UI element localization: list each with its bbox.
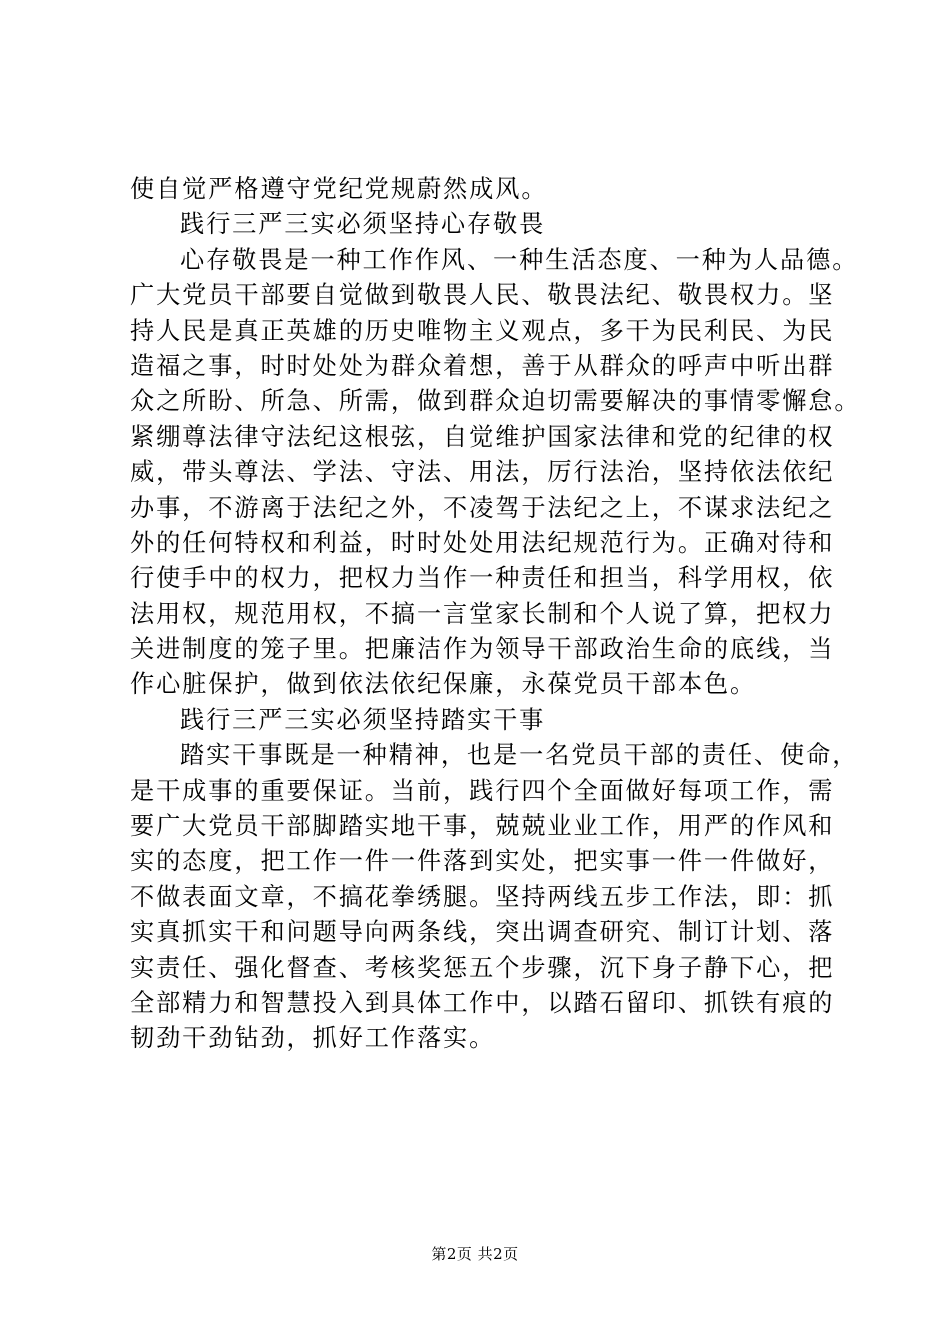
paragraph-line: 关进制度的笼子里。把廉洁作为领导干部政治生命的底线，当 — [130, 635, 835, 664]
paragraph-line-indented: 心存敬畏是一种工作作风、一种生活态度、一种为人品德。 — [180, 245, 859, 274]
paragraph-line: 众之所盼、所急、所需，做到群众迫切需要解决的事情零懈怠。 — [130, 387, 861, 416]
paragraph-line-indented: 踏实干事既是一种精神，也是一名党员干部的责任、使命， — [180, 741, 859, 770]
paragraph-line: 外的任何特权和利益，时时处处用法纪规范行为。正确对待和 — [130, 528, 835, 557]
paragraph-line: 实真抓实干和问题导向两条线，突出调查研究、制订计划、落 — [130, 918, 835, 947]
paragraph-line: 不做表面文章，不搞花拳绣腿。坚持两线五步工作法，即：抓 — [130, 882, 835, 911]
paragraph-line: 使自觉严格遵守党纪党规蔚然成风。 — [130, 175, 548, 203]
paragraph-line-indented: 践行三严三实必须坚持踏实干事 — [180, 705, 546, 734]
paragraph-line: 韧劲干劲钻劲，抓好工作落实。 — [130, 1024, 496, 1053]
paragraph-line-indented: 践行三严三实必须坚持心存敬畏 — [180, 210, 546, 239]
paragraph-line: 持人民是真正英雄的历史唯物主义观点，多干为民利民、为民 — [130, 316, 835, 345]
page-footer: 第2页 共2页 — [431, 1245, 519, 1263]
paragraph-line: 行使手中的权力，把权力当作一种责任和担当，科学用权，依 — [130, 564, 835, 593]
paragraph-line: 是干成事的重要保证。当前，践行四个全面做好每项工作，需 — [130, 776, 835, 805]
paragraph-line: 造福之事，时时处处为群众着想，善于从群众的呼声中听出群 — [130, 351, 835, 380]
paragraph-line: 威，带头尊法、学法、守法、用法，厉行法治，坚持依法依纪 — [130, 458, 835, 487]
document-body — [130, 172, 861, 1057]
paragraph-line: 作心脏保护，做到依法依纪保廉，永葆党员干部本色。 — [130, 670, 757, 699]
paragraph-line: 实的态度，把工作一件一件落到实处，把实事一件一件做好， — [130, 847, 835, 876]
paragraph-line: 全部精力和智慧投入到具体工作中，以踏石留印、抓铁有痕的 — [130, 988, 835, 1017]
paragraph-line: 紧绷尊法律守法纪这根弦，自觉维护国家法律和党的纪律的权 — [130, 422, 835, 451]
paragraph-line: 要广大党员干部脚踏实地干事，兢兢业业工作，用严的作风和 — [130, 812, 835, 841]
paragraph-line: 办事，不游离于法纪之外，不凌驾于法纪之上，不谋求法纪之 — [130, 493, 835, 522]
paragraph-line: 广大党员干部要自觉做到敬畏人民、敬畏法纪、敬畏权力。坚 — [130, 281, 835, 310]
paragraph-line: 实责任、强化督查、考核奖惩五个步骤，沉下身子静下心，把 — [130, 953, 835, 982]
paragraph-line: 法用权，规范用权，不搞一言堂家长制和个人说了算，把权力 — [130, 599, 835, 628]
